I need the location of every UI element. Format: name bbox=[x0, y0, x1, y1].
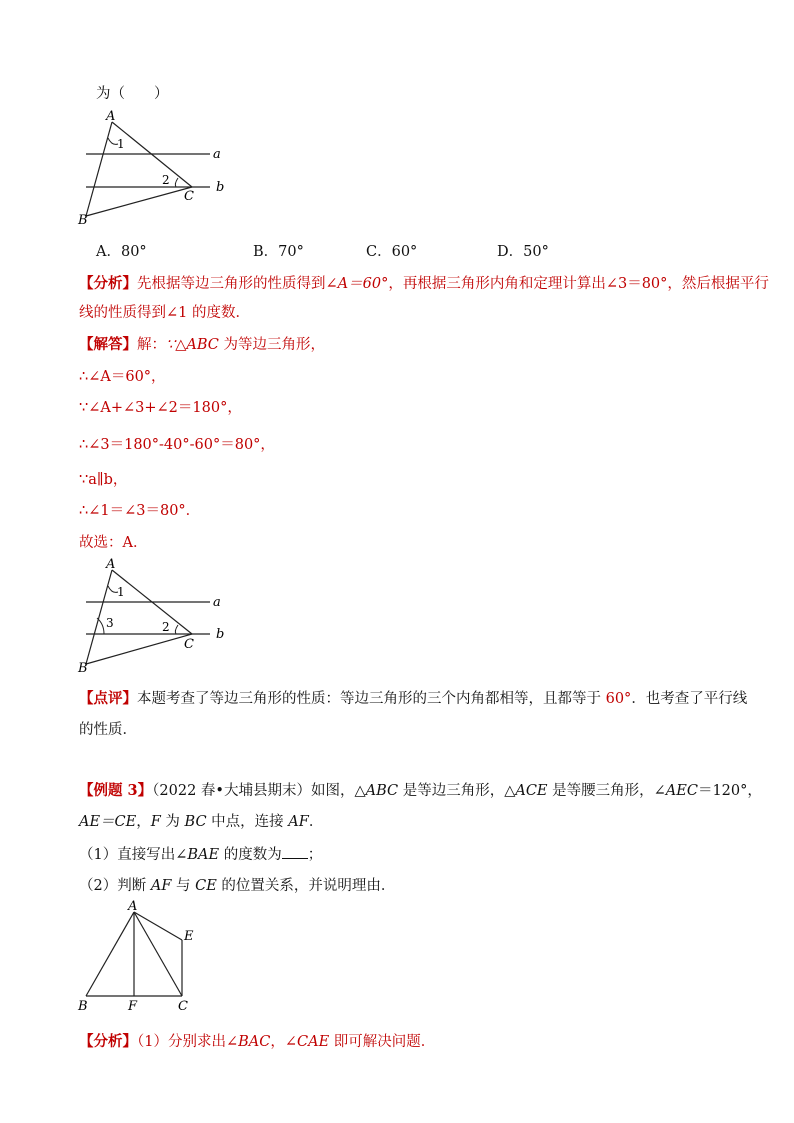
option-b: B．70° bbox=[253, 244, 304, 260]
example3-math: AF bbox=[150, 878, 172, 894]
solution-math: ∵△ABC bbox=[166, 337, 219, 353]
label-C: C bbox=[184, 637, 194, 652]
label-C: C bbox=[178, 999, 188, 1014]
example3-text: （1）直接写出 bbox=[79, 847, 176, 863]
example3-text: 是等腰三角形， bbox=[547, 783, 654, 799]
question-tail: 为（ ） bbox=[96, 86, 169, 102]
analysis-math: ∠3＝80° bbox=[605, 276, 668, 292]
label-angle-1: 1 bbox=[117, 585, 125, 599]
analysis2-tag: 【分析】 bbox=[79, 1033, 137, 1050]
solution-text: 为等边三角形， bbox=[218, 337, 325, 353]
analysis-text: 线的性质得到 bbox=[79, 305, 166, 321]
example3-text: ． bbox=[308, 814, 324, 830]
example3-text: 的位置关系，并说明理由． bbox=[216, 878, 396, 894]
example3-math: BC bbox=[184, 814, 207, 830]
segment-ae bbox=[134, 912, 182, 940]
side-ab bbox=[86, 122, 112, 216]
label-b: b bbox=[216, 627, 225, 642]
side-ab bbox=[86, 912, 134, 996]
solution-step-1: ∴∠A＝60°， bbox=[79, 369, 166, 385]
analysis-text: ，然后根据平行 bbox=[667, 276, 769, 292]
option-d: D．50° bbox=[497, 244, 549, 260]
comment-text: 本题考查了等边三角形的性质：等边三角形的三个内角都相等，且都等于 bbox=[137, 691, 606, 707]
angle-2-arc bbox=[175, 625, 178, 634]
label-angle-2: 2 bbox=[162, 173, 170, 187]
analysis-line-2 bbox=[79, 301, 250, 322]
analysis2-line bbox=[79, 1030, 435, 1051]
analysis-math: ∠1 bbox=[166, 305, 188, 321]
label-F: F bbox=[128, 999, 138, 1014]
example3-question-1 bbox=[79, 843, 322, 864]
example3-text: （2022 春•大埔县期末）如图， bbox=[152, 783, 355, 799]
example3-text: 为 bbox=[160, 814, 185, 830]
example3-math: ∠BAE bbox=[175, 847, 220, 863]
comment-text: ．也考查了平行线 bbox=[631, 691, 748, 707]
analysis2-text: （1）分别求出 bbox=[137, 1034, 226, 1050]
example3-math: △ABC bbox=[354, 783, 399, 799]
example3-math: AF bbox=[288, 814, 309, 830]
label-B: B bbox=[78, 213, 88, 228]
analysis-math: ∠A＝60° bbox=[325, 276, 389, 292]
analysis-text: 先根据等边三角形的性质得到 bbox=[137, 276, 326, 292]
example3-math: AE＝CE bbox=[79, 814, 137, 830]
example3-text: ， bbox=[136, 814, 151, 830]
example3-math: ∠AEC bbox=[653, 783, 698, 799]
label-A: A bbox=[106, 557, 116, 572]
example3-text: （2）判断 bbox=[79, 878, 151, 894]
example3-line-2 bbox=[79, 810, 323, 831]
label-angle-3: 3 bbox=[106, 616, 114, 630]
label-a: a bbox=[213, 147, 221, 162]
example3-question-2 bbox=[79, 874, 395, 895]
option-a: A．80° bbox=[96, 244, 147, 260]
example3-text: 中点，连接 bbox=[206, 814, 289, 830]
solution-step-2: ∵∠A+∠3+∠2＝180°， bbox=[79, 400, 242, 416]
solution-step-3: ∴∠3＝180°-40°-60°＝80°， bbox=[79, 437, 275, 453]
analysis-text: 的度数． bbox=[187, 305, 250, 321]
comment-tag: 【点评】 bbox=[79, 690, 137, 707]
solution-head bbox=[79, 333, 325, 354]
example3-tag: 【例题 3】 bbox=[79, 782, 153, 799]
label-b: b bbox=[216, 180, 225, 195]
label-a: a bbox=[213, 595, 221, 610]
example3-math: F bbox=[150, 814, 161, 830]
label-A: A bbox=[128, 899, 138, 914]
option-c: C．60° bbox=[366, 244, 418, 260]
side-ac bbox=[134, 912, 182, 996]
example3-text: 与 bbox=[171, 878, 196, 894]
example3-text: ； bbox=[307, 847, 323, 863]
analysis-tag: 【分析】 bbox=[79, 275, 137, 292]
comment-line-1 bbox=[79, 687, 747, 708]
solution-choice: 故选：A． bbox=[79, 535, 148, 551]
answer-blank[interactable] bbox=[282, 846, 308, 859]
side-bc bbox=[86, 187, 192, 216]
solution-tag: 【解答】 bbox=[79, 336, 137, 353]
solution-text: 解： bbox=[137, 337, 166, 353]
label-angle-2: 2 bbox=[162, 620, 170, 634]
label-B: B bbox=[78, 999, 88, 1014]
comment-math: 60° bbox=[605, 691, 632, 707]
side-bc bbox=[86, 634, 192, 664]
solution-step-5: ∴∠1＝∠3＝80°． bbox=[79, 503, 201, 519]
analysis-text: ，再根据三角形内角和定理计算出 bbox=[388, 276, 606, 292]
label-angle-1: 1 bbox=[117, 137, 125, 151]
label-C: C bbox=[184, 189, 194, 204]
comment-line-2: 的性质． bbox=[79, 722, 137, 738]
example3-math: △ACE bbox=[504, 783, 548, 799]
figure-triangle-abc-ace bbox=[72, 898, 212, 1014]
example3-text: 是等边三角形， bbox=[398, 783, 505, 799]
example3-text: ＝120°， bbox=[697, 783, 762, 799]
figure-triangle-parallel-lines bbox=[70, 104, 240, 228]
analysis2-text: ， bbox=[270, 1034, 285, 1050]
label-A: A bbox=[106, 109, 116, 124]
example3-text: 的度数为 bbox=[219, 847, 282, 863]
angle-2-arc bbox=[175, 178, 178, 187]
analysis2-math: ∠CAE bbox=[284, 1034, 330, 1050]
example3-math: CE bbox=[195, 878, 217, 894]
analysis2-text: 即可解决问题． bbox=[329, 1034, 436, 1050]
analysis2-math: ∠BAC bbox=[225, 1034, 271, 1050]
label-B: B bbox=[78, 661, 88, 676]
example3-line-1 bbox=[79, 779, 762, 800]
solution-step-4: ∵a∥b， bbox=[79, 472, 128, 488]
label-E: E bbox=[184, 929, 194, 944]
analysis-line-1 bbox=[79, 272, 769, 293]
figure-triangle-parallel-lines-annotated bbox=[70, 552, 240, 678]
